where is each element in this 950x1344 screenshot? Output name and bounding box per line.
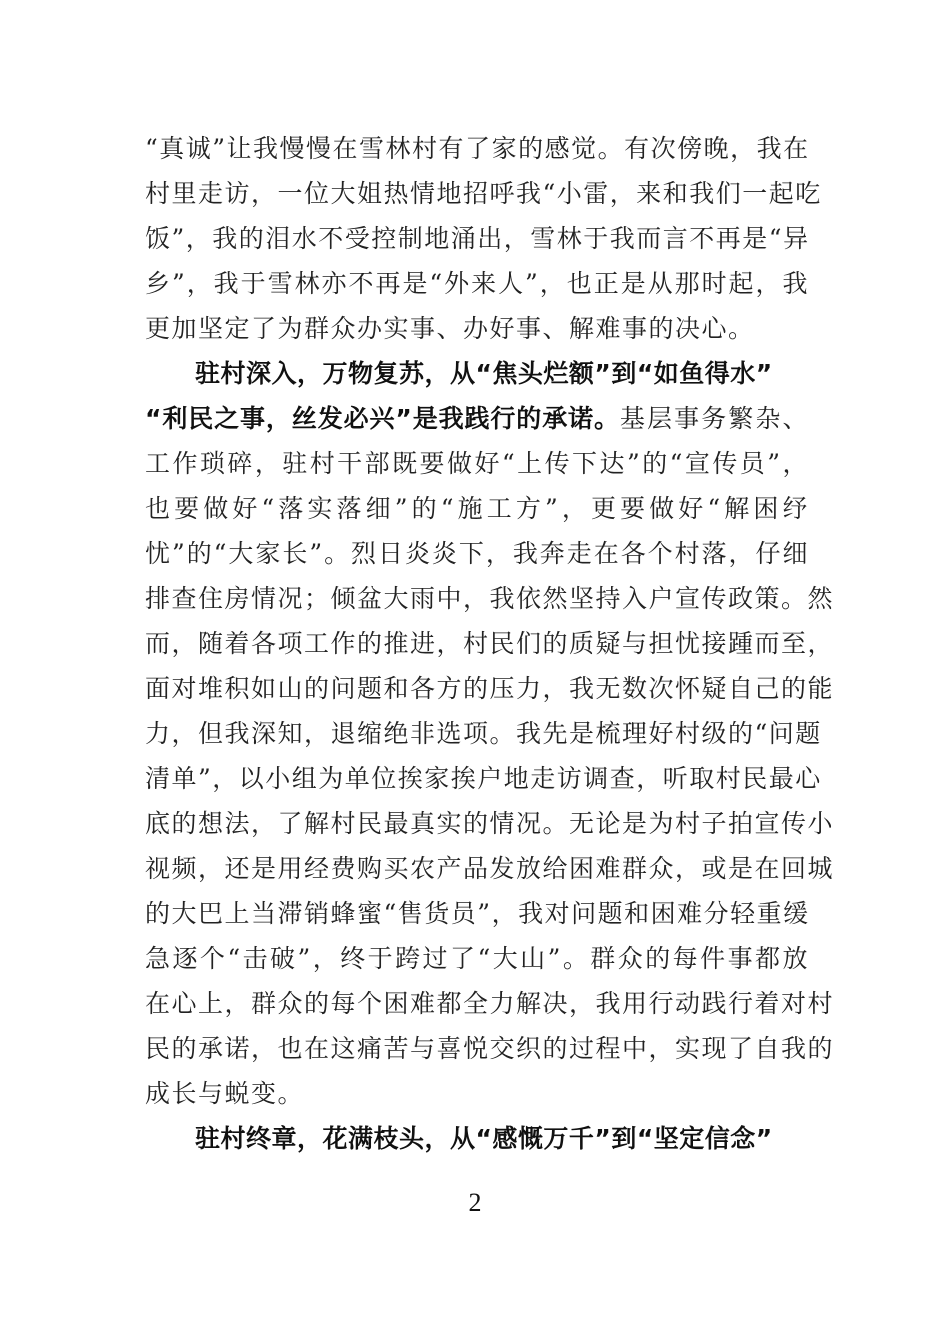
page-number: 2 (468, 1188, 482, 1217)
paragraph-line: 也要做好“落实落细”的“施工方”，更要做好“解困纾 (145, 494, 809, 523)
paragraph-line: 村里走访，一位大姐热情地招呼我“小雷，来和我们一起吃 (145, 179, 822, 208)
section-heading: 驻村深入，万物复苏，从“焦头烂额”到“如鱼得水” (195, 359, 773, 388)
paragraph-line (145, 396, 809, 441)
paragraph-line: 急逐个“击破”，终于跨过了“大山”。群众的每件事都放 (145, 944, 809, 973)
lead-sentence: “利民之事，丝发必兴”是我践行的承诺。 (145, 404, 620, 433)
paragraph-text: 基层事务繁杂、 (619, 404, 809, 433)
paragraph-line: “真诚”让我慢慢在雪林村有了家的感觉。有次傍晚，我在 (145, 134, 810, 163)
paragraph-line: 而，随着各项工作的推进，村民们的质疑与担忧接踵而至， (145, 629, 835, 658)
paragraph-line: 乡”，我于雪林亦不再是“外来人”，也正是从那时起，我 (145, 269, 809, 298)
paragraph-line: 民的承诺，也在这痛苦与喜悦交织的过程中，实现了自我的 (145, 1034, 835, 1063)
paragraph-line: 力，但我深知，退缩绝非选项。我先是梳理好村级的“问题 (145, 719, 822, 748)
paragraph-line: 在心上，群众的每个困难都全力解决，我用行动践行着对村 (145, 989, 835, 1018)
paragraph-line: 成长与蜕变。 (145, 1079, 305, 1108)
paragraph-line: 忧”的“大家长”。烈日炎炎下，我奔走在各个村落，仔细 (145, 539, 809, 568)
paragraph-line: 工作琐碎，驻村干部既要做好“上传下达”的“宣传员”， (145, 449, 809, 478)
paragraph-line: 排查住房情况；倾盆大雨中，我依然坚持入户宣传政策。然 (145, 584, 835, 613)
paragraph-line: 的大巴上当滞销蜂蜜“售货员”，我对问题和困难分轻重缓 (145, 899, 810, 928)
paragraph-line: 清单”，以小组为单位挨家挨户地走访调查，听取村民最心 (145, 764, 822, 793)
paragraph-line: 底的想法，了解村民最真实的情况。无论是为村子拍宣传小 (145, 809, 835, 838)
paragraph-line: 更加坚定了为群众办实事、办好事、解难事的决心。 (145, 314, 755, 343)
paragraph-line: 饭”，我的泪水不受控制地涌出，雪林于我而言不再是“异 (145, 224, 810, 253)
body-text (145, 126, 835, 1161)
paragraph-line: 视频，还是用经费购买农产品发放给困难群众，或是在回城 (145, 854, 835, 883)
paragraph-line: 面对堆积如山的问题和各方的压力，我无数次怀疑自己的能 (145, 674, 835, 703)
section-heading: 驻村终章，花满枝头，从“感慨万千”到“坚定信念” (195, 1124, 773, 1153)
